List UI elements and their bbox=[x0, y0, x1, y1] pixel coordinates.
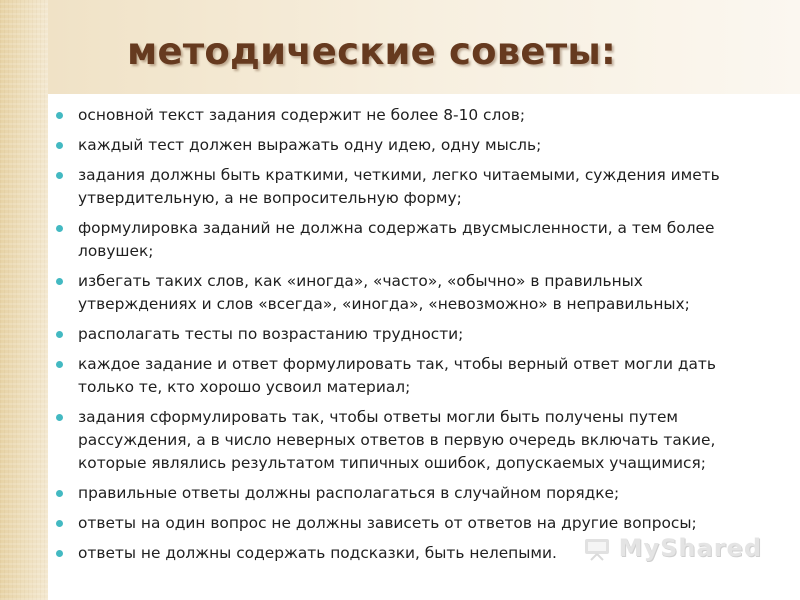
bullet-dot-icon bbox=[56, 490, 63, 497]
watermark-logo bbox=[583, 534, 762, 562]
advice-list bbox=[56, 104, 762, 572]
list-item bbox=[56, 482, 762, 505]
list-item-text: ответы на один вопрос не должны зависеть от ответов на другие вопросы; bbox=[78, 514, 697, 532]
bullet-dot-icon bbox=[56, 142, 63, 149]
list-item-text: располагать тесты по возрастанию трудности; bbox=[78, 325, 464, 343]
bullet-dot-icon bbox=[56, 278, 63, 285]
slide-title: методические советы: bbox=[127, 30, 617, 73]
list-item bbox=[56, 164, 762, 210]
bullet-dot-icon bbox=[56, 331, 63, 338]
list-item-text: задания сформулировать так, чтобы ответы могли быть получены путем рассуждения, а в число неверных ответов в первую очередь включать такие, которые являлись результатом типичных ошибок, допускаемых учащимися; bbox=[78, 408, 716, 472]
watermark-text: MyShared bbox=[618, 534, 762, 562]
bullet-dot-icon bbox=[56, 414, 63, 421]
bullet-dot-icon bbox=[56, 361, 63, 368]
bullet-dot-icon bbox=[56, 225, 63, 232]
list-item bbox=[56, 353, 762, 399]
list-item bbox=[56, 217, 762, 263]
list-item-text: основной текст задания содержит не более 8-10 слов; bbox=[78, 106, 526, 124]
bullet-dot-icon bbox=[56, 172, 63, 179]
list-item-text: избегать таких слов, как «иногда», «часто», «обычно» в правильных утверждениях и слов «всегда», «иногда», «невозможно» в неправильных; bbox=[78, 272, 690, 313]
list-item-text: ответы не должны содержать подсказки, быть нелепыми. bbox=[78, 544, 557, 562]
presentation-logo-icon bbox=[583, 534, 611, 562]
list-item bbox=[56, 512, 762, 535]
list-item bbox=[56, 270, 762, 316]
list-item-text: каждый тест должен выражать одну идею, одну мысль; bbox=[78, 136, 542, 154]
list-item-text: каждое задание и ответ формулировать так, чтобы верный ответ могли дать только те, кто хорошо усвоил материал; bbox=[78, 355, 716, 396]
decorative-side-band bbox=[0, 0, 48, 600]
bullet-dot-icon bbox=[56, 520, 63, 527]
list-item-text: правильные ответы должны располагаться в случайном порядке; bbox=[78, 484, 620, 502]
list-item-text: формулировка заданий не должна содержать двусмысленности, а тем более ловушек; bbox=[78, 219, 715, 260]
bullet-dot-icon bbox=[56, 550, 63, 557]
list-item bbox=[56, 323, 762, 346]
bullet-dot-icon bbox=[56, 112, 63, 119]
list-item bbox=[56, 406, 762, 475]
list-item-text: задания должны быть краткими, четкими, легко читаемыми, суждения иметь утвердительную, а не вопросительную форму; bbox=[78, 166, 720, 207]
list-item bbox=[56, 134, 762, 157]
list-item bbox=[56, 104, 762, 127]
